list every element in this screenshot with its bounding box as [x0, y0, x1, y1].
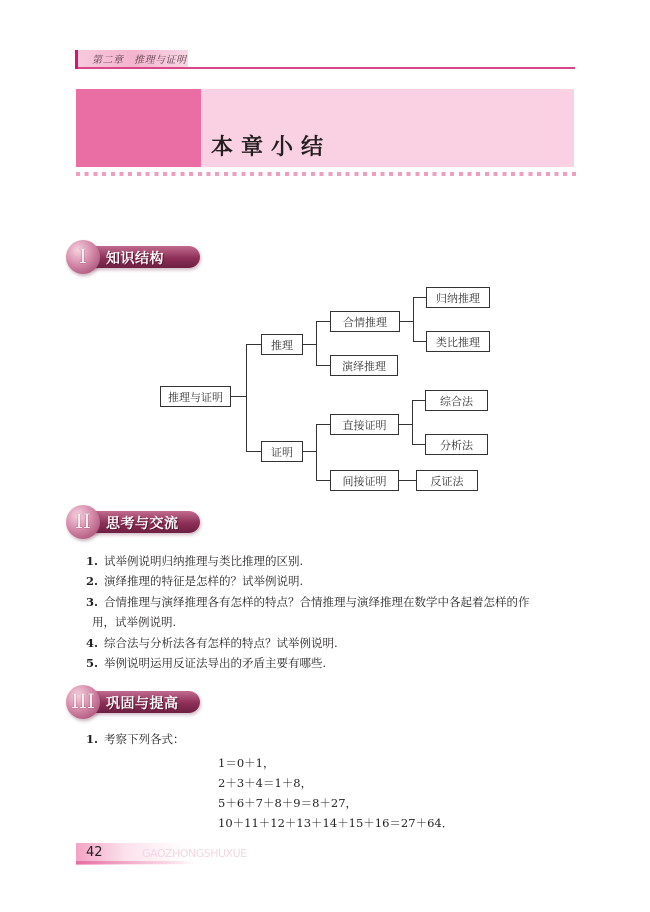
item-text: 综合法与分析法各有怎样的特点？试举例说明. — [104, 636, 338, 650]
tree-connector — [412, 444, 425, 445]
tree-connector — [412, 400, 413, 445]
section-title: 巩固与提高 — [106, 696, 179, 712]
discussion-item — [86, 595, 530, 609]
tree-node-proof: 证明 — [261, 441, 303, 462]
tree-node-indirect-proof: 间接证明 — [330, 470, 399, 491]
tree-connector — [303, 451, 316, 452]
tree-connector — [413, 297, 426, 298]
item-number: 2. — [86, 574, 99, 588]
footer-brand-watermark: GAOZHONGSHUXUE — [142, 847, 247, 860]
item-number: 1. — [86, 732, 99, 746]
header-rule — [78, 67, 575, 69]
tree-connector — [316, 365, 330, 366]
item-text: 举例说明运用反证法导出的矛盾主要有哪些. — [104, 656, 327, 670]
section-numeral: I — [79, 244, 87, 268]
tree-connector — [303, 344, 316, 345]
item-text: 演绎推理的特征是怎样的？试举例说明. — [104, 574, 304, 588]
tree-connector — [246, 344, 247, 452]
tree-node-reasoning: 推理 — [261, 334, 303, 355]
tree-connector — [316, 321, 330, 322]
equation-line: 2＋3＋4＝1＋8， — [218, 776, 313, 790]
tree-connector — [246, 451, 261, 452]
tree-connector — [413, 341, 426, 342]
discussion-item-continuation: 用，试举例说明. — [92, 615, 177, 629]
item-number: 1. — [86, 554, 99, 568]
equation-line: 5＋6＋7＋8＋9＝8＋27， — [218, 796, 358, 810]
section-title: 知识结构 — [106, 251, 164, 267]
tree-node-direct-proof: 直接证明 — [330, 414, 399, 435]
section-numeral: II — [75, 509, 91, 533]
tree-connector — [246, 344, 261, 345]
tree-node-root: 推理与证明 — [160, 386, 231, 407]
page-title: 本章小结 — [211, 135, 332, 160]
tree-node-plausible-reasoning: 合情推理 — [330, 311, 400, 332]
tree-connector — [316, 480, 330, 481]
tree-node-inductive-reasoning: 归纳推理 — [426, 287, 490, 308]
exercise-item — [86, 732, 185, 746]
tree-node-analogical-reasoning: 类比推理 — [426, 331, 490, 352]
discussion-item — [86, 636, 338, 650]
tree-connector — [399, 480, 416, 481]
section-badge-thinking-and-discussion — [62, 503, 202, 539]
discussion-item — [86, 554, 304, 568]
tree-node-proof-by-contradiction: 反证法 — [416, 470, 478, 491]
tree-connector — [316, 424, 317, 481]
tree-connector — [316, 424, 330, 425]
tree-connector — [412, 400, 425, 401]
tree-connector — [413, 297, 414, 342]
tree-node-analytic-method: 分析法 — [425, 434, 488, 455]
item-text: 试举例说明归纳推理与类比推理的区别. — [104, 554, 304, 568]
footer-rule — [76, 861, 196, 864]
page-number: 42 — [86, 845, 103, 860]
section-badge-knowledge-structure — [62, 238, 202, 274]
item-number: 5. — [86, 656, 99, 670]
item-number: 4. — [86, 636, 99, 650]
discussion-item — [86, 656, 327, 670]
tree-connector — [399, 424, 412, 425]
item-number: 3. — [86, 595, 99, 609]
equation-line: 1＝0＋1， — [218, 756, 275, 770]
equation-line: 10＋11＋12＋13＋14＋15＋16＝27＋64． — [218, 816, 454, 830]
section-numeral: III — [71, 689, 95, 713]
tree-connector — [400, 321, 413, 322]
running-header-chapter: 第二章 推理与证明 — [92, 55, 187, 66]
tree-connector — [316, 321, 317, 366]
item-text: 合情推理与演绎推理各有怎样的特点？合情推理与演绎推理在数学中各起着怎样的作 — [104, 595, 530, 609]
item-text: 考察下列各式： — [104, 732, 185, 746]
discussion-item — [86, 574, 304, 588]
banner-accent-block — [76, 89, 201, 167]
tree-connector — [231, 396, 246, 397]
section-badge-consolidation-and-improvement — [62, 683, 202, 719]
tree-node-synthetic-method: 综合法 — [425, 390, 488, 411]
section-title: 思考与交流 — [106, 516, 179, 532]
tree-node-deductive-reasoning: 演绎推理 — [330, 355, 398, 376]
banner-dotted-divider — [76, 172, 576, 176]
